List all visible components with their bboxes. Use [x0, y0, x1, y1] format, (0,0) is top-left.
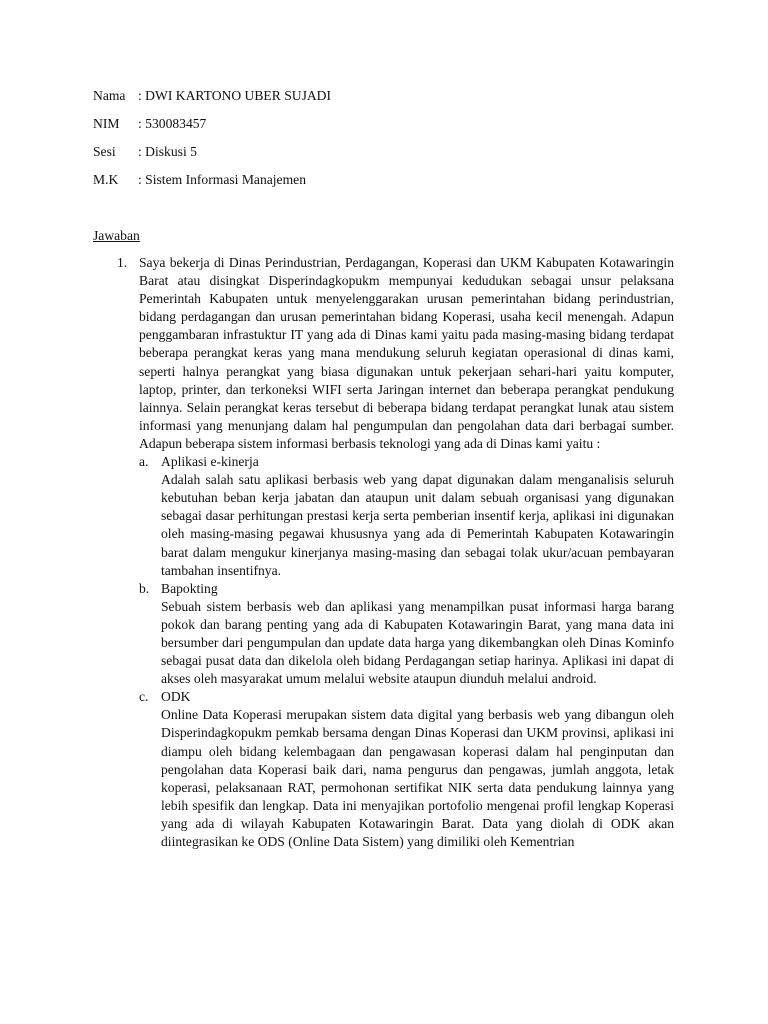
identity-value-mk: : Sistem Informasi Manajemen: [138, 172, 306, 187]
system-item-bapokting: [139, 580, 674, 689]
answer-list: [93, 254, 674, 851]
system-title: Aplikasi e-kinerja: [161, 454, 259, 470]
identity-label-nama: Nama: [93, 88, 126, 103]
system-item-odk: [139, 688, 674, 851]
system-description: Online Data Koperasi merupakan sistem data digital yang berbasis web yang dibangun oleh Disperindagkopukm pemkab bersama dengan Dinas Koperasi dan UKM provinsi, aplikasi ini diampu oleh bidang kelembagaan dan pengawasan koperasi dalam hal penginputan dan pengolahan data Koperasi baik dari, nama pengurus dan pengawas, jumlah anggota, letak koperasi, pelaksanaan RAT, permohonan sertifikat NIK serta data pendukung lainnya yang lebih spesifik dan lengkap. Data ini menyajikan portofolio mengenai profil lengkap Koperasi yang ada di wilayah Kabupaten Kotawaringin Barat. Data yang diolah di ODK akan diintegrasikan ke ODS (Online Data Sistem) yang dimiliki oleh Kementrian: [161, 707, 674, 849]
system-description: Sebuah sistem berbasis web dan aplikasi yang menampilkan pusat informasi harga barang pokok dan barang penting yang ada di Kabupaten Kotawaringin Barat, yang mana data ini bersumber dari pengumpulan dan update data harga yang dikembangkan oleh Dinas Kominfo sebagai pusat data dan dikelola oleh bidang Perdagangan setiap harinya. Aplikasi ini dapat di akses oleh masyarakat umum melalui website ataupun diunduh melalui android.: [161, 598, 674, 687]
answer-item: [93, 254, 674, 851]
system-marker: c.: [139, 689, 149, 705]
answer-intro-paragraph: Saya bekerja di Dinas Perindustrian, Perdagangan, Koperasi dan UKM Kabupaten Kotawaringin Barat atau disingkat Disperindagkopukm mempunyai kedudukan sebagai unsur pelaksana Pemerintah Kabupaten untuk menyelenggarakan urusan pemerintahan bidang perindustrian, bidang perdagangan dan urusan pemerintahan bidang Koperasi, usaha kecil menengah. Adapun penggambaran infrastuktur IT yang ada di Dinas kami yaitu pada masing-masing bidang terdapat beberapa perangkat keras yang mana mendukung seluruh kegiatan operasional di dinas kami, seperti halnya perangkat yang biasa digunakan untuk pekerjaan sehari-hari yaitu komputer, laptop, printer, dan terkoneksi WIFI serta Jaringan internet dan beberapa perangkat pendukung lainnya. Selain perangkat keras tersebut di beberapa bidang terdapat perangkat lunak atau sistem informasi yang menunjang dalam hal pengumpulan dan pengolahan data dari berbagai sumber. Adapun beberapa sistem informasi berbasis teknologi yang ada di Dinas kami yaitu :: [139, 255, 674, 451]
identity-row-nim: [93, 115, 693, 143]
identity-row-nama: [93, 87, 693, 115]
identity-row-mk: [93, 171, 693, 199]
system-title: ODK: [161, 689, 191, 705]
system-title: Bapokting: [161, 580, 218, 596]
answer-heading: Jawaban: [93, 228, 140, 243]
system-marker: b.: [139, 580, 150, 596]
identity-value-nim: : 530083457: [138, 116, 207, 131]
system-marker: a.: [139, 454, 149, 470]
identity-label-nim: NIM: [93, 116, 120, 131]
identity-block: [93, 87, 693, 199]
answer-body: [139, 254, 674, 851]
identity-row-sesi: [93, 143, 693, 171]
identity-value-nama: : DWI KARTONO UBER SUJADI: [138, 88, 332, 103]
system-description: Adalah salah satu aplikasi berbasis web yang dapat digunakan dalam menganalisis seluruh kebutuhan beban kerja jabatan dan ataupun unit dalam sebuah organisasi yang digunakan sebagai dasar perhitungan prestasi kerja serta pemberian insentif kerja, aplikasi ini digunakan oleh masing-masing pegawai khususnya yang ada di Pemerintah Kabupaten Kotawaringin barat dalam mengukur kinerjanya masing-masing dan sebagai tolak ukur/acuan pembayaran tambahan insentifnya.: [161, 472, 674, 578]
identity-value-sesi: : Diskusi 5: [138, 144, 197, 159]
answer-number: 1.: [117, 255, 128, 270]
identity-label-mk: M.K: [93, 172, 119, 187]
identity-label-sesi: Sesi: [93, 144, 116, 159]
system-list: [139, 453, 674, 851]
system-item-e-kinerja: [139, 453, 674, 580]
